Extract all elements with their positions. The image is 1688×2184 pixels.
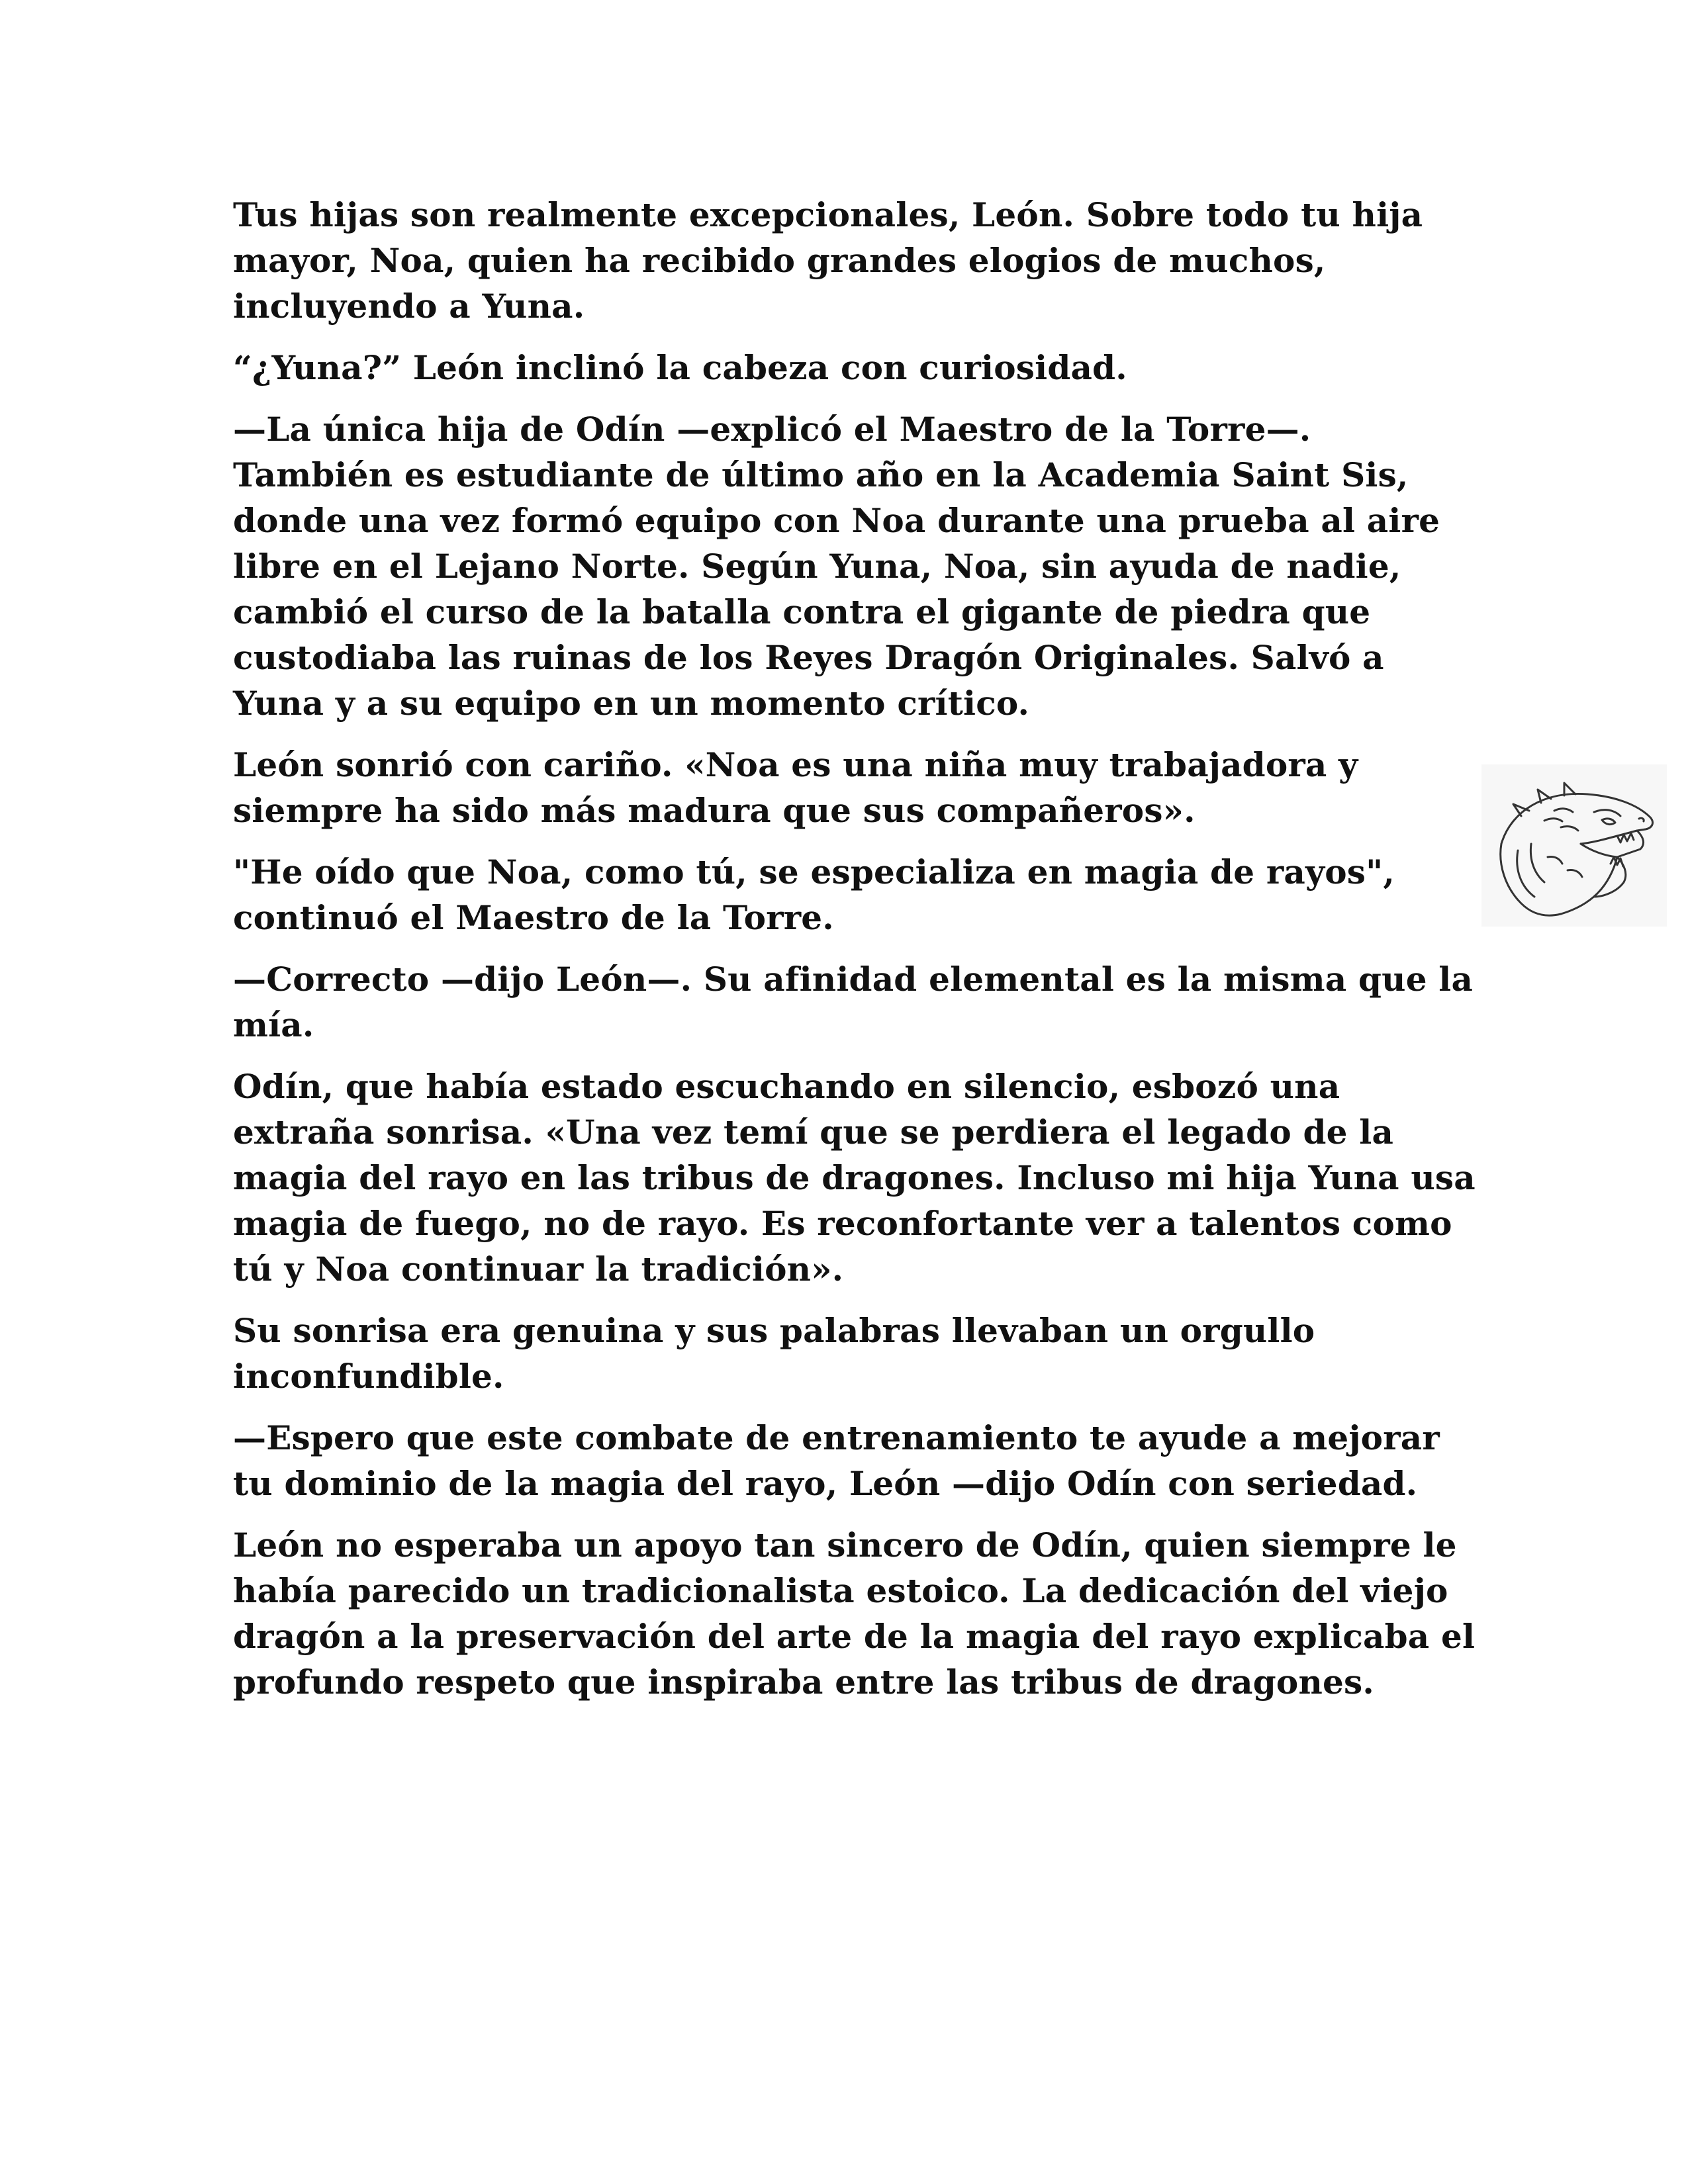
paragraph-7: Odín, que había estado escuchando en silencio, esbozó una extraña sonrisa. «Una vez temí que se perdiera el legado de la magia del rayo en las tribus de dragones. Incluso mi hija Yuna usa magia de fuego, no de rayo. Es reconfortante ver a talentos como tú y Noa continuar la tradición». — [233, 1067, 1476, 1289]
paragraph-1: Tus hijas son realmente excepcionales, León. Sobre todo tu hija mayor, Noa, quien ha recibido grandes elogios de muchos, incluyendo a Yuna. — [233, 195, 1423, 326]
paragraph-10: León no esperaba un apoyo tan sincero de Odín, quien siempre le había parecido un tradicionalista estoico. La dedicación del viejo dragón a la preservación del arte de la magia del rayo explicaba el profundo respeto que inspiraba entre las tribus de dragones. — [233, 1525, 1476, 1702]
paragraph-6: —Correcto —dijo León—. Su afinidad elemental es la misma que la mía. — [233, 960, 1474, 1044]
paragraph-5: "He oído que Noa, como tú, se especializa en magia de rayos", continuó el Maestro de la Torre. — [233, 852, 1395, 937]
paragraph-4: León sonrió con cariño. «Noa es una niña muy trabajadora y siempre ha sido más madura que sus compañeros». — [233, 745, 1358, 830]
body-text — [233, 192, 1477, 1721]
paragraph-8: Su sonrisa era genuina y sus palabras llevaban un orgullo inconfundible. — [233, 1311, 1315, 1396]
paragraph-3: —La única hija de Odín —explicó el Maestro de la Torre—. También es estudiante de último año en la Academia Saint Sis, donde una vez formó equipo con Noa durante una prueba al aire libre en el Lejano Norte. Según Yuna, Noa, sin ayuda de nadie, cambió el curso de la batalla contra el gigante de piedra que custodiaba las ruinas de los Reyes Dragón Originales. Salvó a Yuna y a su equipo en un momento crítico. — [233, 410, 1440, 723]
dragon-head-sketch-icon — [1481, 764, 1667, 927]
paragraph-9: —Espero que este combate de entrenamiento te ayude a mejorar tu dominio de la magia del rayo, León —dijo Odín con seriedad. — [233, 1418, 1440, 1503]
paragraph-2: “¿Yuna?” León inclinó la cabeza con curiosidad. — [233, 348, 1127, 387]
